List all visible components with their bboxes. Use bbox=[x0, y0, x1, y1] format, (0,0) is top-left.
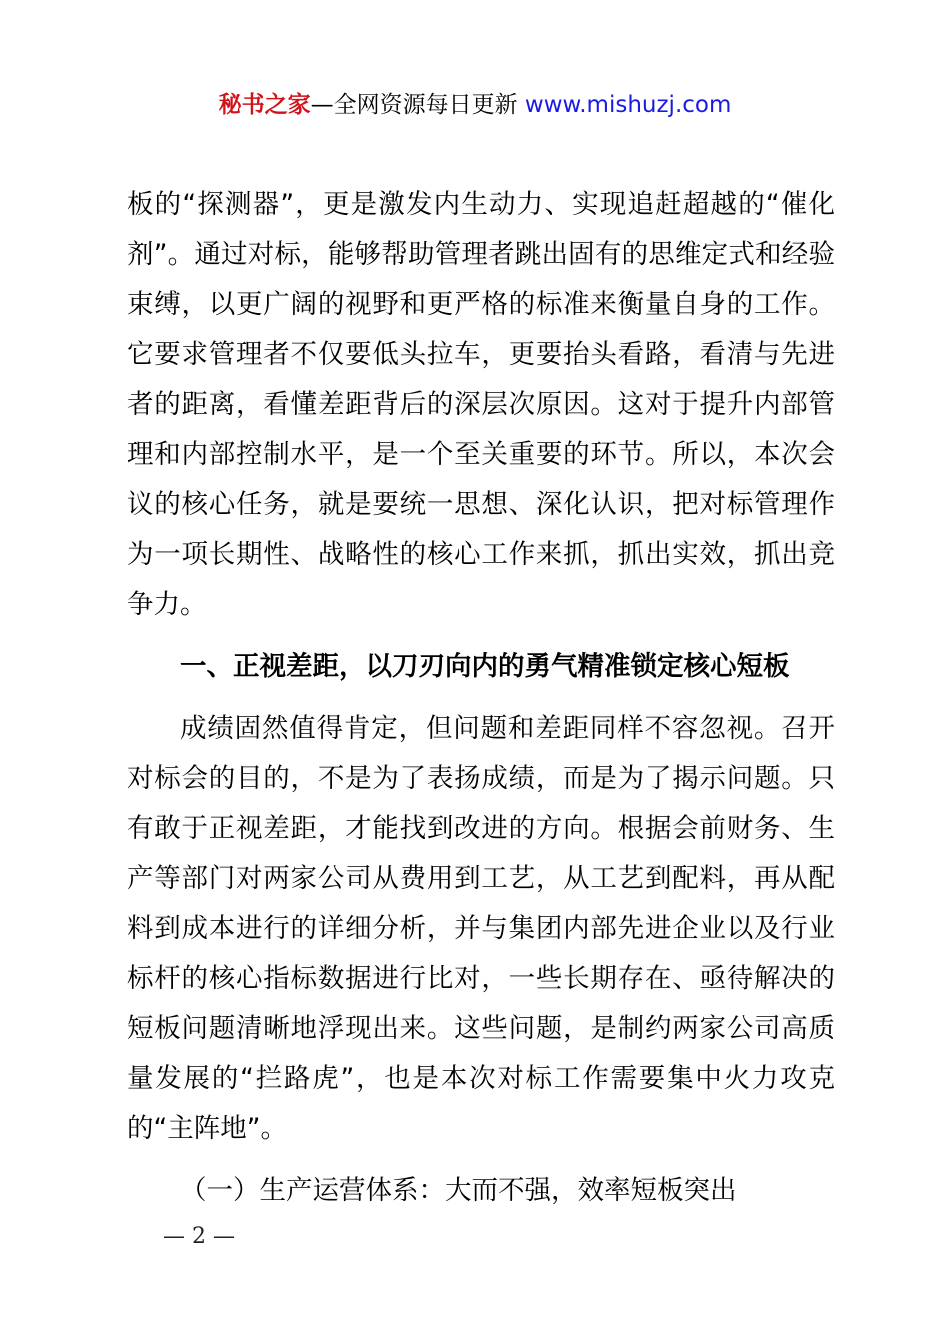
paragraph-continued: 板的“探测器”，更是激发内生动力、实现追赶超越的“催化剂”。通过对标，能够帮助管理者跳出固有的思维定式和经验束缚，以更广阔的视野和更严格的标准来衡量自身的工作。它要求管理者不仅要低头拉车，更要抬头看路，看清与先进者的距离，看懂差距背后的深层次原因。这对于提升内部管理和内部控制水平，是一个至关重要的环节。所以，本次会议的核心任务，就是要统一思想、深化认识，把对标管理作为一项长期性、战略性的核心工作来抓，抓出实效，抓出竞争力。 bbox=[127, 189, 835, 620]
subsection-heading: （一）生产运营体系：大而不强，效率短板突出 bbox=[180, 1175, 737, 1206]
section-heading: 一、正视差距，以刀刃向内的勇气精准锁定核心短板 bbox=[180, 651, 790, 682]
paragraph: 成绩固然值得肯定，但问题和差距同样不容忽视。召开对标会的目的，不是为了表扬成绩，而是为了揭示问题。只有敢于正视差距，才能找到改进的方向。根据会前财务、生产等部门对两家公司从费用到工艺，从工艺到配料，再从配料到成本进行的详细分析，并与集团内部先进企业以及行业标杆的核心指标数据进行比对，一些长期存在、亟待解决的短板问题清晰地浮现出来。这些问题，是制约两家公司高质量发展的“拦路虎”，也是本次对标工作需要集中火力攻克的“主阵地”。 bbox=[127, 713, 835, 1144]
site-header bbox=[0, 88, 950, 122]
site-url-link[interactable]: www.mishuzj.com bbox=[524, 92, 732, 118]
document-body bbox=[127, 180, 835, 1216]
page-number: — 2 — bbox=[163, 1224, 235, 1249]
brand-name: 秘书之家 bbox=[218, 92, 311, 118]
header-tagline: —全网资源每日更新 bbox=[310, 92, 525, 118]
